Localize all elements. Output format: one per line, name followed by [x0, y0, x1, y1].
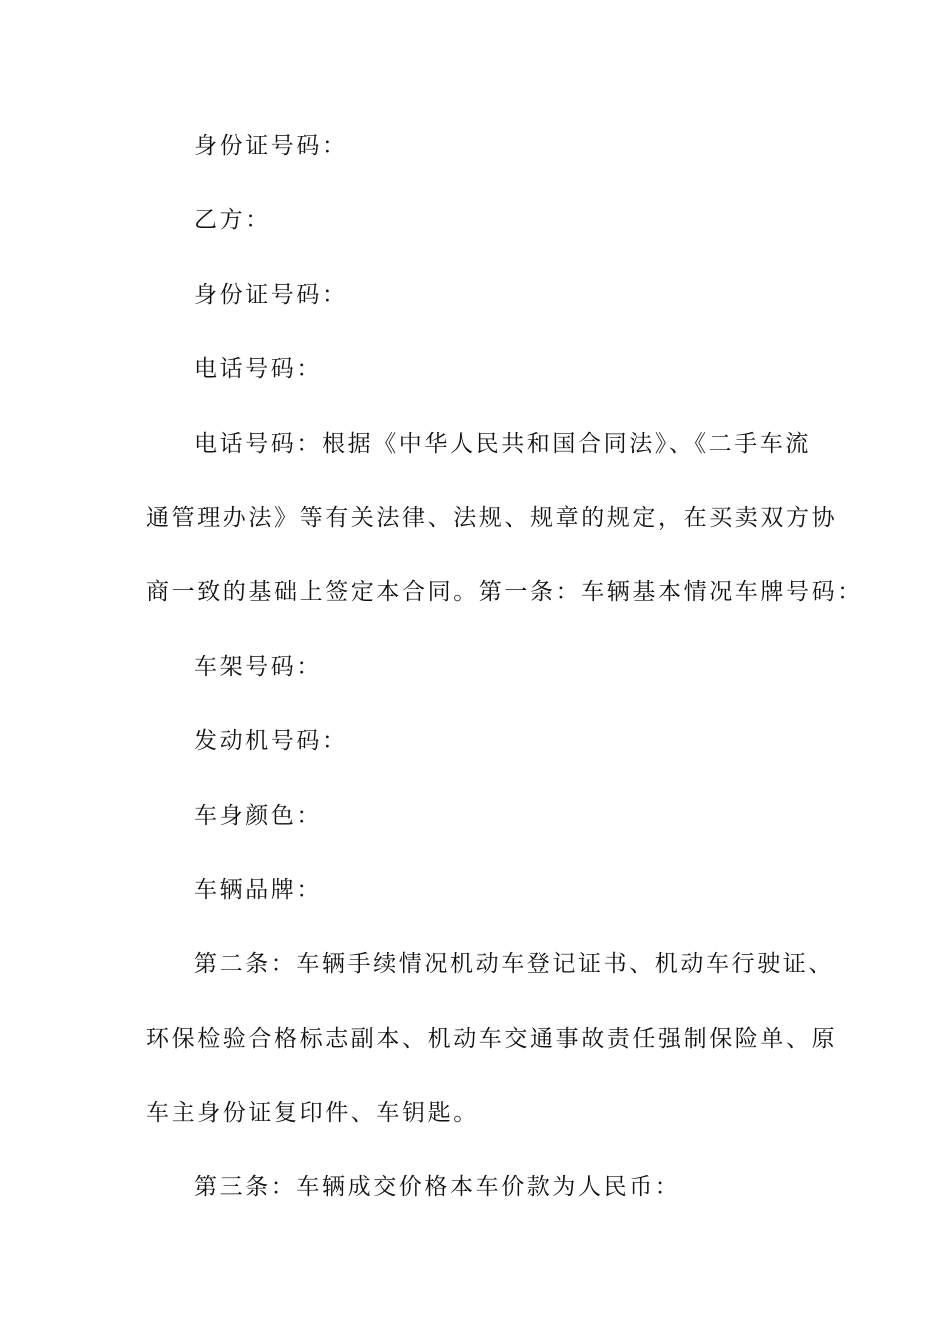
paragraph-preamble	[146, 426, 863, 612]
text-line: 身份证号码：	[194, 281, 348, 308]
paragraph-engine-number	[146, 723, 806, 760]
text-line: 发动机号码：	[194, 728, 348, 755]
paragraph-party-b	[146, 202, 806, 239]
text-line: 乙方：	[194, 207, 271, 234]
document-page	[146, 128, 863, 1207]
paragraph-frame-number	[146, 649, 806, 686]
text-line: 车主身份证复印件、车钥匙。	[146, 1100, 479, 1127]
text-line: 电话号码：	[194, 356, 322, 383]
text-line: 车辆品牌：	[194, 876, 322, 903]
paragraph-vehicle-brand	[146, 872, 806, 909]
text-line: 第二条：车辆手续情况机动车登记证书、机动车行驶证、	[194, 951, 834, 978]
text-line: 电话号码：根据《中华人民共和国合同法》、《二手车流	[194, 430, 811, 457]
text-line: 商一致的基础上签定本合同。第一条：车辆基本情况车牌号码：	[146, 579, 863, 606]
paragraph-article-three	[146, 1169, 806, 1206]
text-line: 车身颜色：	[194, 802, 322, 829]
text-line: 通管理办法》等有关法律、法规、规章的规定，在买卖双方协	[146, 504, 838, 531]
paragraph-phone-number	[146, 351, 806, 388]
text-line: 车架号码：	[194, 653, 322, 680]
paragraph-id-number-1	[146, 128, 806, 165]
paragraph-id-number-2	[146, 277, 806, 314]
text-line: 身份证号码：	[194, 133, 348, 159]
text-line: 环保检验合格标志副本、机动车交通事故责任强制保险单、原	[146, 1025, 838, 1052]
paragraph-article-two	[146, 946, 838, 1132]
text-line: 第三条：车辆成交价格本车价款为人民币：	[194, 1174, 681, 1201]
paragraph-body-color	[146, 798, 806, 835]
